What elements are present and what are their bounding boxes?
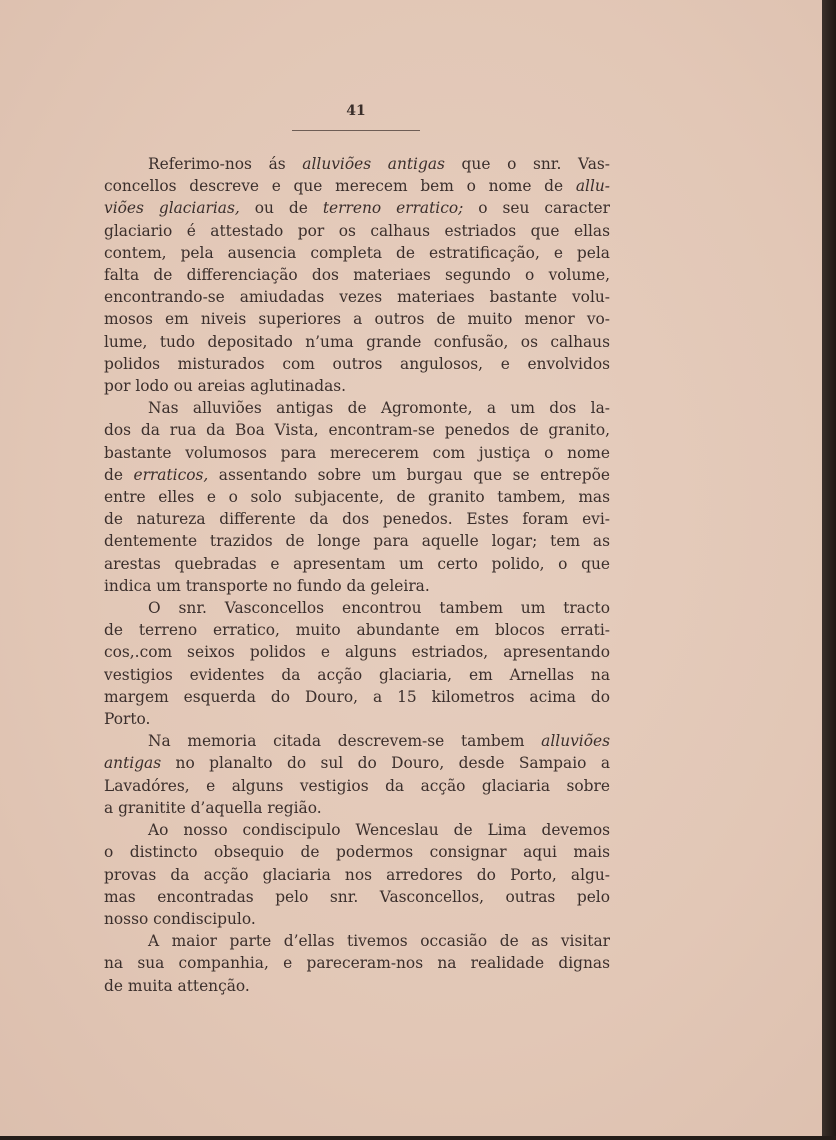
text-segment: glaciario é attestado por os calhaus estriados que ellas: [104, 221, 610, 240]
text-line: [104, 575, 610, 597]
text-line: [104, 930, 610, 952]
text-segment: de terreno erratico, muito abundante em blocos errati-: [104, 621, 610, 640]
text-segment: lume, tudo depositado n’uma grande confusão, os calhaus: [104, 332, 610, 351]
page-edge-bottom: [0, 1136, 836, 1140]
text-line: [104, 841, 610, 863]
text-segment: margem esquerda do Douro, a 15 kilometros acima do: [104, 687, 610, 706]
text-line: [104, 397, 610, 419]
text-line: [104, 242, 610, 264]
italic-text: antigas: [104, 754, 162, 773]
text-segment: o seu caracter: [463, 199, 610, 218]
text-line: [104, 331, 610, 353]
text-segment: a granitite d’aquella região.: [104, 798, 322, 817]
italic-text: alluviões: [541, 732, 610, 751]
text-segment: Referimo-nos ás: [148, 155, 303, 173]
text-line: [104, 908, 610, 930]
text-segment: por lodo ou areias aglutinadas.: [104, 377, 347, 396]
text-segment: nosso condiscipulo.: [104, 909, 256, 928]
text-line: [104, 886, 610, 908]
text-segment: assentando sobre um burgau que se entrepõe: [208, 465, 610, 484]
text-line: [104, 175, 610, 197]
text-line: [104, 264, 610, 286]
text-segment: provas da acção glaciaria nos arredores do Porto, algu-: [104, 865, 610, 884]
text-line: [104, 353, 610, 375]
text-segment: concellos descreve e que merecem bem o nome de: [104, 177, 576, 196]
text-segment: Ao nosso condiscipulo Wenceslau de Lima devemos: [148, 821, 610, 840]
text-segment: mas encontradas pelo snr. Vasconcellos, outras pelo: [104, 887, 610, 906]
text-line: [104, 375, 610, 397]
text-line: [104, 220, 610, 242]
header-rule: [292, 130, 420, 131]
page-number: 41: [346, 103, 366, 119]
text-segment: polidos misturados com outros angulosos, e envolvidos: [104, 354, 610, 373]
text-segment: O snr. Vasconcellos encontrou tambem um tracto: [148, 599, 610, 618]
text-segment: o distincto obsequio de podermos consignar aqui mais: [104, 843, 610, 862]
text-line: [104, 641, 610, 663]
body-text: [104, 153, 610, 997]
text-segment: contem, pela ausencia completa de estratificação, e pela: [104, 243, 610, 262]
text-segment: falta de differenciação dos materiaes segundo o volume,: [104, 266, 610, 285]
text-line: [104, 530, 610, 552]
text-line: [104, 464, 610, 486]
text-segment: entre elles e o solo subjacente, de granito tambem, mas: [104, 488, 610, 507]
text-line: [104, 419, 610, 441]
text-segment: Nas alluviões antigas de Agromonte, a um dos la-: [148, 399, 610, 418]
text-line: [104, 975, 610, 997]
text-line: [104, 442, 610, 464]
text-segment: de muita attenção.: [104, 976, 250, 995]
text-line: [104, 864, 610, 886]
text-line: [104, 308, 610, 330]
text-segment: na sua companhia, e pareceram-nos na realidade dignas: [104, 954, 610, 973]
text-segment: vestigios evidentes da acção glaciaria, em Arnellas na: [104, 665, 610, 684]
text-line: [104, 664, 610, 686]
text-segment: de natureza differente da dos penedos. Estes foram evi-: [104, 510, 610, 529]
text-segment: ou de: [239, 199, 323, 218]
text-segment: no planalto do sul do Douro, desde Sampaio a: [161, 754, 610, 773]
text-segment: que o snr. Vas-: [444, 155, 610, 173]
text-line: [104, 553, 610, 575]
text-line: [104, 797, 610, 819]
italic-text: terreno erratico;: [322, 199, 464, 218]
text-segment: Na memoria citada descrevem-se tambem: [148, 732, 542, 751]
text-line: [104, 708, 610, 730]
text-line: [104, 508, 610, 530]
text-line: [104, 286, 610, 308]
text-line: [104, 819, 610, 841]
text-segment: de: [104, 465, 134, 484]
text-line: [104, 153, 610, 175]
italic-text: alluviões antigas: [302, 155, 445, 173]
text-segment: indica um transporte no fundo da geleira.: [104, 576, 430, 595]
text-segment: dentemente trazidos de longe para aquelle logar; tem as: [104, 532, 610, 551]
text-segment: bastante volumosos para merecerem com justiça o nome: [104, 443, 610, 462]
text-line: [104, 197, 610, 219]
text-segment: Lavadóres, e alguns vestigios da acção glaciaria sobre: [104, 776, 610, 795]
italic-text: viões glaciarias,: [104, 199, 240, 218]
text-segment: arestas quebradas e apresentam um certo polido, o que: [104, 554, 610, 573]
text-segment: encontrando-se amiudadas vezes materiaes bastante volu-: [104, 288, 610, 307]
text-segment: mosos em niveis superiores a outros de muito menor vo-: [104, 310, 610, 329]
italic-text: allu-: [575, 177, 610, 196]
text-line: [104, 686, 610, 708]
italic-text: erraticos,: [133, 465, 209, 484]
text-line: [104, 730, 610, 752]
text-line: [104, 486, 610, 508]
text-line: [104, 752, 610, 774]
text-line: [104, 619, 610, 641]
text-line: [104, 775, 610, 797]
text-segment: A maior parte d’ellas tivemos occasião de as visitar: [148, 932, 610, 951]
text-segment: dos da rua da Boa Vista, encontram-se penedos de granito,: [104, 421, 610, 440]
page-edge-shadow: [822, 0, 836, 1140]
text-segment: Porto.: [104, 710, 151, 729]
text-line: [104, 597, 610, 619]
text-segment: cos,.com seixos polidos e alguns estriados, apresentando: [104, 643, 610, 662]
text-line: [104, 952, 610, 974]
